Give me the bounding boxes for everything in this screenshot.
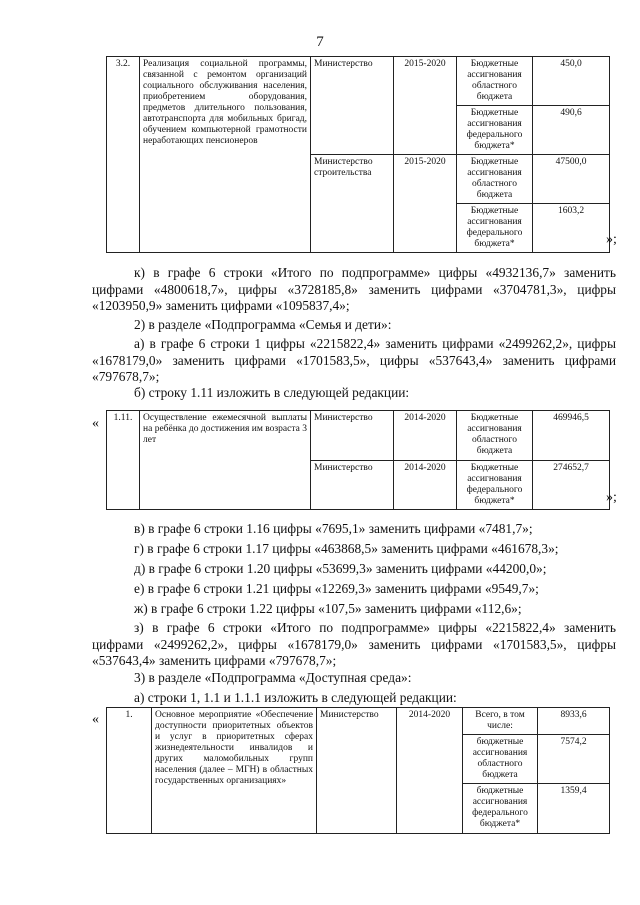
closing-quote: »; (606, 490, 617, 505)
row-number: 1. (107, 708, 152, 834)
period-cell: 2014-2020 (394, 461, 457, 510)
amount-cell: 469946,5 (533, 411, 610, 461)
funding-source-cell: Бюджетные ассигнования федерального бюджета* (457, 106, 533, 155)
section-3-heading: 3) в разделе «Подпрограмма «Доступная среда»: (134, 670, 412, 685)
executor-cell: Министерство (311, 461, 394, 510)
table-row-1-11 (106, 410, 610, 510)
paragraph-zh: ж) в графе 6 строки 1.22 цифры «107,5» заменить цифрами «112,6»; (134, 601, 522, 616)
amount-cell: 7574,2 (538, 735, 610, 784)
period-cell: 2015-2020 (394, 155, 457, 253)
paragraph-3a: а) строки 1, 1.1 и 1.1.1 изложить в следующей редакции: (134, 690, 457, 705)
executor-cell: Министерство (317, 708, 397, 834)
funding-source-cell: бюджетные ассигнования федерального бюджета* (463, 784, 538, 834)
period-cell: 2014-2020 (397, 708, 463, 834)
paragraph-g: г) в графе 6 строки 1.17 цифры «463868,5» заменить цифрами «461678,3»; (134, 541, 559, 556)
paragraph-d: д) в графе 6 строки 1.20 цифры «53699,3» заменить цифрами «44200,0»; (134, 561, 547, 576)
paragraph-2b: б) строку 1.11 изложить в следующей редакции: (134, 385, 410, 400)
amount-cell: 1603,2 (533, 204, 610, 253)
executor-cell: Министерство (311, 57, 394, 155)
activity-description: Осуществление ежемесячной выплаты на ребёнка до достижения им возраста 3 лет (140, 411, 311, 510)
closing-quote: »; (606, 232, 617, 247)
funding-source-cell: Бюджетные ассигнования областного бюджета (457, 57, 533, 106)
activity-description: Основное мероприятие «Обеспечение доступности приоритетных объектов и услуг в приоритетных сферах жизнедеятельности инвалидов и других маломобильных групп населения (далее – МГН) в областных государственных организациях» (152, 708, 317, 834)
row-number: 1.11. (107, 411, 140, 510)
opening-quote: « (92, 416, 99, 431)
period-cell: 2015-2020 (394, 57, 457, 155)
table-row-1 (106, 707, 610, 834)
executor-cell: Министерство строительства (311, 155, 394, 253)
opening-quote: « (92, 712, 99, 727)
amount-cell: 8933,6 (538, 708, 610, 735)
paragraph-2a: а) в графе 6 строки 1 цифры «2215822,4» заменить цифрами «2499262,2», цифры «1678179,0» заменить цифрами «1701583,5», цифры «537643,4» заменить цифрами «797678,7»; (92, 336, 616, 384)
paragraph-z: з) в графе 6 строки «Итого по подпрограмме» цифры «2215822,4» заменить цифрами «2499262,2», цифры «1678179,0» заменить цифрами «1701583,5», цифры «537643,4» заменить цифрами «797678,7»; (92, 620, 616, 668)
paragraph-v: в) в графе 6 строки 1.16 цифры «7695,1» заменить цифрами «7481,7»; (134, 521, 533, 536)
funding-source-cell: Бюджетные ассигнования федерального бюджета* (457, 461, 533, 510)
period-cell: 2014-2020 (394, 411, 457, 461)
executor-cell: Министерство (311, 411, 394, 461)
row-number: 3.2. (107, 57, 140, 253)
amount-cell: 274652,7 (533, 461, 610, 510)
amount-cell: 490,6 (533, 106, 610, 155)
funding-source-cell: Бюджетные ассигнования областного бюджета (457, 155, 533, 204)
amount-cell: 1359,4 (538, 784, 610, 834)
amount-cell: 450,0 (533, 57, 610, 106)
funding-source-cell: бюджетные ассигнования областного бюджета (463, 735, 538, 784)
activity-description: Реализация социальной программы, связанной с ремонтом организаций социального обслуживания населения, приобретением оборудования, предметов длительного пользования, автотранспорта для мобильных бригад, обучением компьютерной грамотности неработающих пенсионеров (140, 57, 311, 253)
amount-cell: 47500,0 (533, 155, 610, 204)
page-number: 7 (316, 34, 324, 50)
paragraph-e: е) в графе 6 строки 1.21 цифры «12269,3» заменить цифрами «9549,7»; (134, 581, 539, 596)
paragraph-k: к) в графе 6 строки «Итого по подпрограмме» цифры «4932136,7» заменить цифрами «4800618,7», цифры «3728185,8» заменить цифрами «3704781,3», цифры «1203950,9» заменить цифрами «1095837,4»; (92, 265, 616, 313)
table-row-3-2 (106, 56, 610, 253)
funding-source-cell: Бюджетные ассигнования областного бюджета (457, 411, 533, 461)
funding-source-cell: Всего, в том числе: (463, 708, 538, 735)
section-2-heading: 2) в разделе «Подпрограмма «Семья и дети»: (134, 317, 392, 332)
funding-source-cell: Бюджетные ассигнования федерального бюджета* (457, 204, 533, 253)
